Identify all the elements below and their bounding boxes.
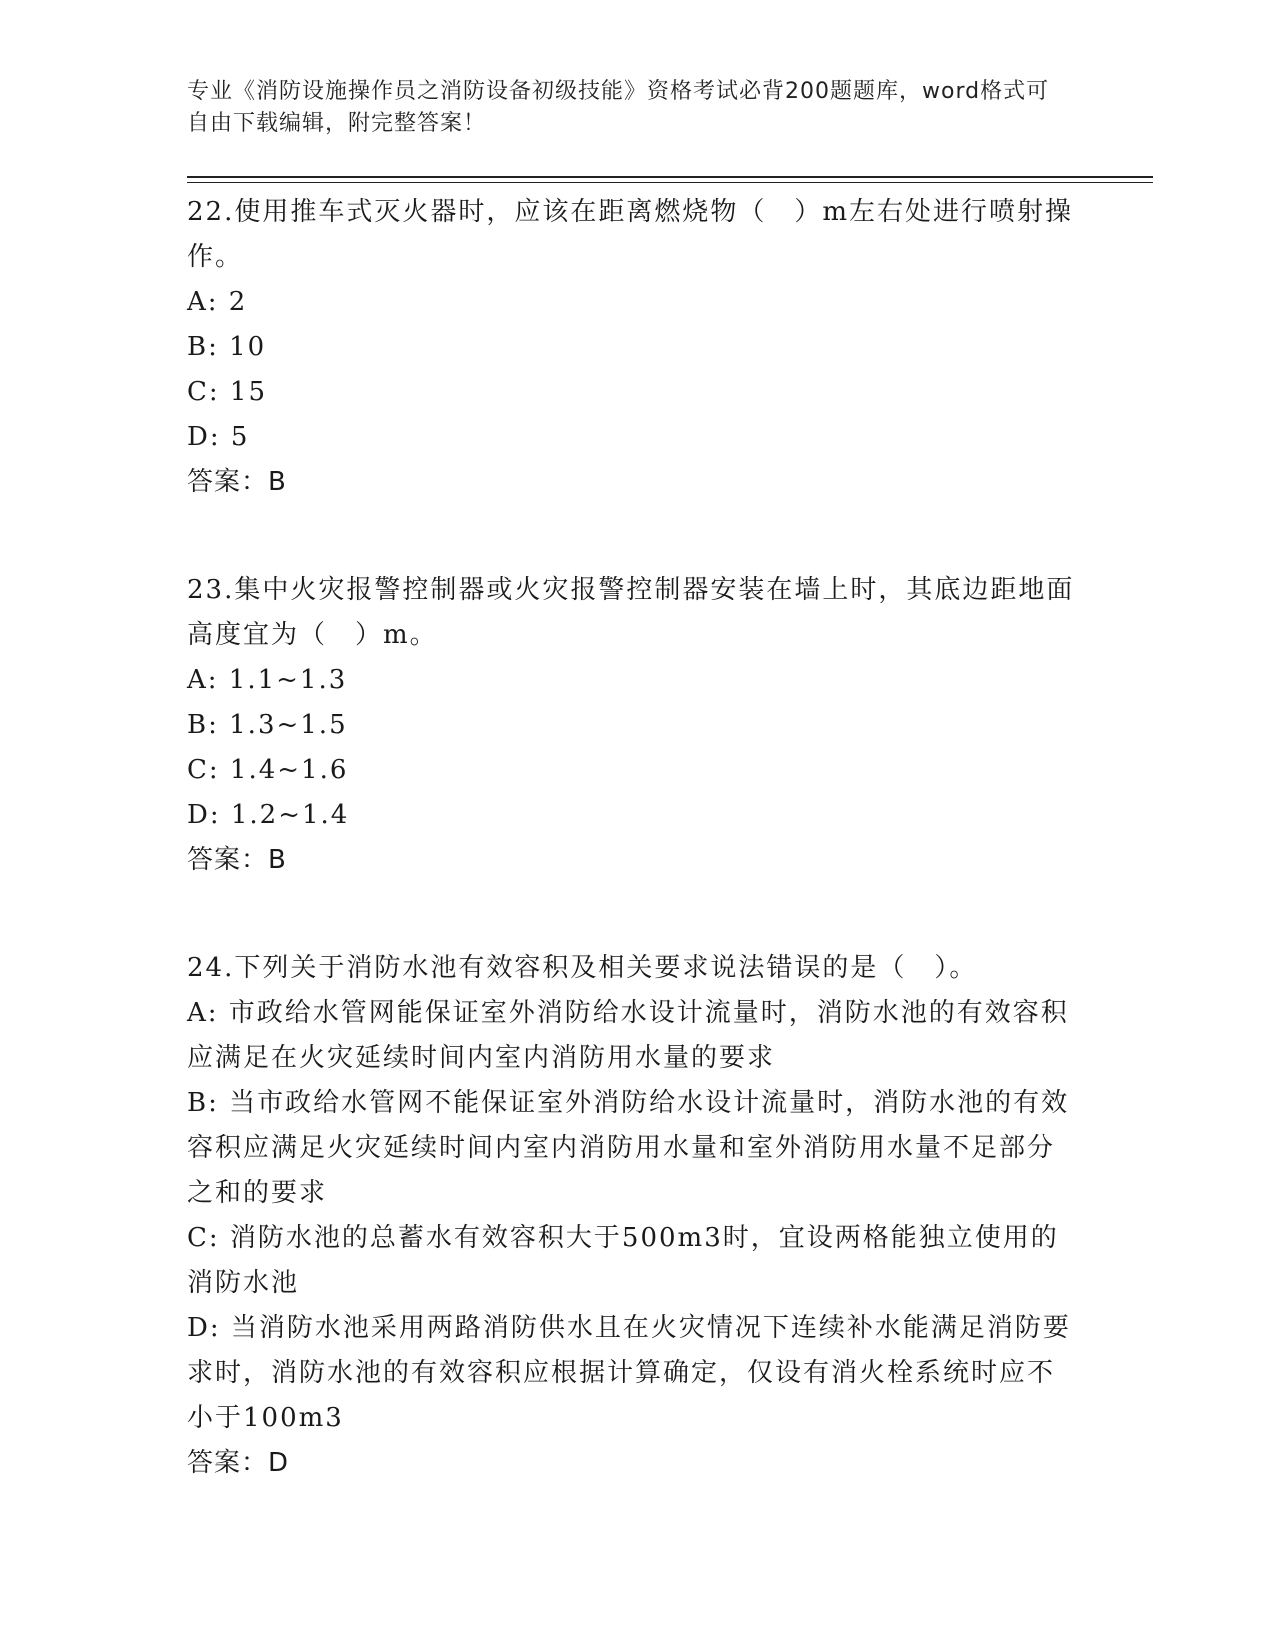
option-d: D: 5: [187, 422, 250, 452]
option-b: B: 10: [187, 332, 267, 362]
option-a: A: 市政给水管网能保证室外消防给水设计流量时，消防水池的有效容积应满足在火灾延续时间内室内消防用水量的要求: [187, 998, 1069, 1073]
option-a: A: 2: [187, 287, 248, 317]
option-c: C: 15: [187, 377, 268, 407]
option-c: C: 1.4~1.6: [187, 755, 349, 785]
document-header-intro: 专业《消防设施操作员之消防设备初级技能》资格考试必背200题题库，word格式可自由下载编辑，附完整答案！: [187, 79, 1050, 136]
question-list: [187, 190, 1082, 1485]
question-22: [187, 190, 1082, 504]
option-d: D: 当消防水池采用两路消防供水且在火灾情况下连续补水能满足消防要求时，消防水池的有效容积应根据计算确定，仅设有消火栓系统时应不小于100m3: [187, 1313, 1071, 1433]
answer-line: 答案：D: [187, 1448, 290, 1478]
question-spacer: [187, 504, 1082, 568]
option-b: B: 当市政给水管网不能保证室外消防给水设计流量时，消防水池的有效容积应满足火灾延续时间内室内消防用水量和室外消防用水量不足部分之和的要求: [187, 1088, 1070, 1208]
answer-line: 答案：B: [187, 467, 287, 497]
question-stem: 22.使用推车式灭火器时，应该在距离燃烧物（ ）m左右处进行喷射操作。: [187, 197, 1074, 272]
option-d: D: 1.2~1.4: [187, 800, 350, 830]
header-divider-thin: [187, 182, 1153, 183]
option-a: A: 1.1~1.3: [187, 665, 348, 695]
option-b: B: 1.3~1.5: [187, 710, 348, 740]
question-stem: 24.下列关于消防水池有效容积及相关要求说法错误的是（ ）。: [187, 953, 978, 983]
option-c: C: 消防水池的总蓄水有效容积大于500m3时，宜设两格能独立使用的消防水池: [187, 1223, 1059, 1298]
header-divider-thick: [187, 176, 1153, 178]
question-23: [187, 568, 1082, 882]
question-spacer: [187, 882, 1082, 946]
answer-line: 答案：B: [187, 845, 287, 875]
question-stem: 23.集中火灾报警控制器或火灾报警控制器安装在墙上时，其底边距地面高度宜为（ ）m。: [187, 575, 1075, 650]
question-24: [187, 946, 1082, 1485]
